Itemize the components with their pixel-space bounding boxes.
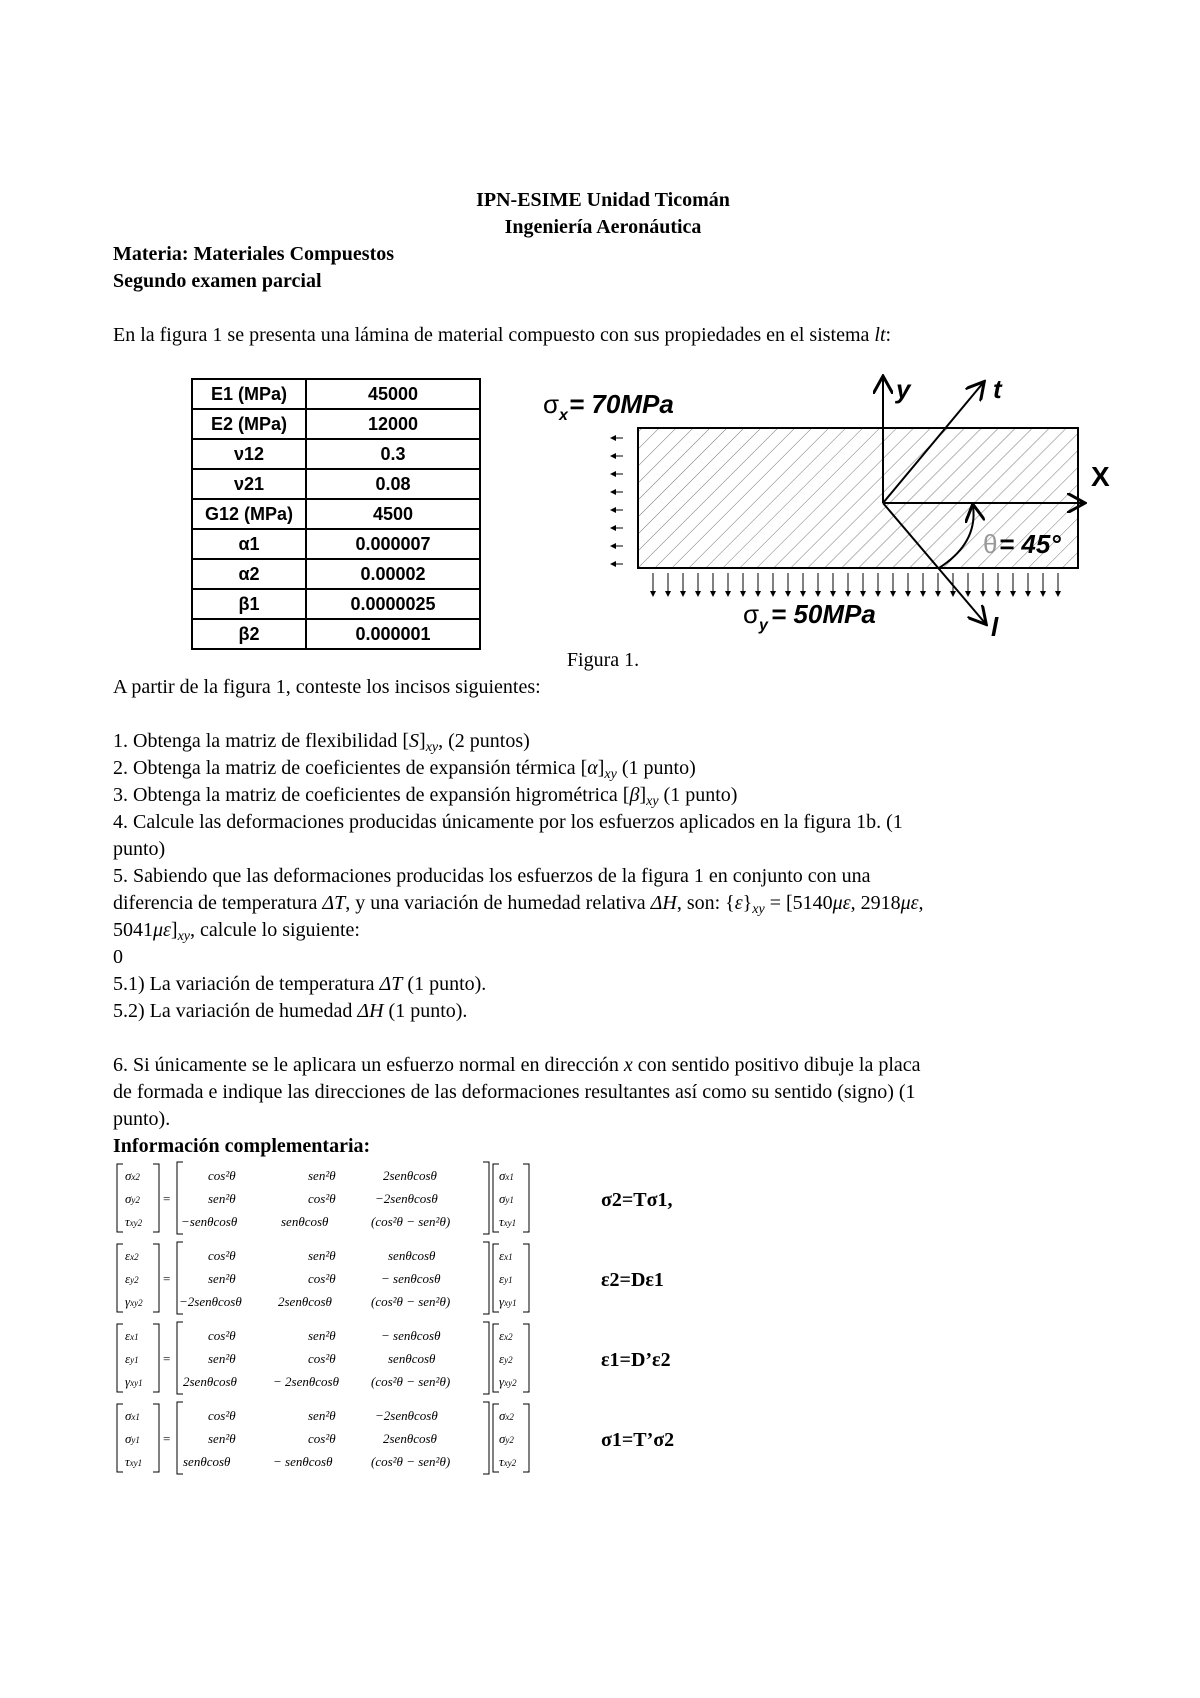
- svg-text:=: =: [163, 1351, 171, 1366]
- q5-text-g: , calcule lo siguiente:: [190, 919, 360, 941]
- svg-text:γxy1: γxy1: [499, 1294, 517, 1309]
- svg-text:σy1: σy1: [499, 1191, 514, 1206]
- svg-text:εx2: εx2: [125, 1248, 139, 1263]
- property-name: ν12: [192, 439, 306, 469]
- svg-text:senθcosθ: senθcosθ: [281, 1214, 329, 1229]
- q5-text-f: 5041: [113, 919, 153, 941]
- matrix-stress-t: [117, 1162, 529, 1234]
- question-6-line-1: 6. Si únicamente se le aplicara un esfuerzo normal en dirección x con sentido positivo dibuje la placa: [113, 1054, 921, 1076]
- property-value: 45000: [306, 379, 480, 409]
- svg-text:=: =: [163, 1191, 171, 1206]
- svg-text:(cos²θ − sen²θ): (cos²θ − sen²θ): [371, 1374, 451, 1389]
- property-value: 0.000001: [306, 619, 480, 649]
- properties-row: [192, 409, 480, 439]
- svg-text:σy1: σy1: [125, 1431, 140, 1446]
- svg-text:senθcosθ: senθcosθ: [388, 1248, 436, 1263]
- q6-text-b: con sentido positivo dibuje la placa: [632, 1054, 921, 1076]
- property-name: G12 (MPa): [192, 499, 306, 529]
- svg-text:sen²θ: sen²θ: [308, 1248, 336, 1263]
- q5-text-c: , son: {: [676, 892, 735, 914]
- property-value: 12000: [306, 409, 480, 439]
- svg-text:(cos²θ − sen²θ): (cos²θ − sen²θ): [371, 1294, 451, 1309]
- svg-text:σy2: σy2: [499, 1431, 514, 1446]
- svg-text:σx2: σx2: [499, 1408, 514, 1423]
- svg-text:σx1: σx1: [125, 1408, 140, 1423]
- svg-text:cos²θ: cos²θ: [208, 1408, 236, 1423]
- q1-text: 1. Obtenga la matriz de flexibilidad [: [113, 730, 410, 752]
- svg-text:cos²θ: cos²θ: [208, 1168, 236, 1183]
- question-5-2: 5.2) La variación de humedad ΔH (1 punto).: [113, 1000, 468, 1022]
- property-name: E1 (MPa): [192, 379, 306, 409]
- svg-text:γxy1: γxy1: [125, 1374, 143, 1389]
- svg-text:σx1: σx1: [499, 1168, 514, 1183]
- relation-stress-t: σ2=Tσ1,: [601, 1189, 673, 1211]
- svg-text:εx2: εx2: [499, 1328, 513, 1343]
- svg-text:(cos²θ − sen²θ): (cos²θ − sen²θ): [371, 1454, 451, 1469]
- q3-points: (1 punto): [658, 784, 738, 806]
- figure-caption: Figura 1.: [566, 649, 640, 671]
- q3-text: 3. Obtenga la matriz de coeficientes de expansión higrométrica [: [113, 784, 630, 806]
- svg-text:senθcosθ: senθcosθ: [183, 1454, 231, 1469]
- svg-text:−senθcosθ: −senθcosθ: [181, 1214, 238, 1229]
- svg-text:τxy2: τxy2: [499, 1454, 517, 1469]
- sigma-x-load-arrows: [611, 438, 623, 564]
- program-title: Ingeniería Aeronáutica: [504, 216, 702, 238]
- relation-strain-d-inverse: ε1=D’ε2: [601, 1349, 671, 1371]
- intro-text: En la figura 1 se presenta una lámina de material compuesto con sus propiedades en el sistema: [113, 324, 875, 346]
- transformation-matrices: [113, 1160, 533, 1480]
- property-value: 4500: [306, 499, 480, 529]
- svg-text:εy1: εy1: [125, 1351, 139, 1366]
- property-name: α2: [192, 559, 306, 589]
- properties-row: [192, 379, 480, 409]
- q51-points: (1 punto).: [402, 973, 487, 995]
- exam-title: Segundo examen parcial: [113, 270, 322, 292]
- intro-end: :: [885, 324, 892, 346]
- relation-stress-t-inverse: σ1=T’σ2: [601, 1429, 675, 1451]
- axis-x-label: X: [1091, 461, 1110, 492]
- properties-table: [191, 378, 481, 650]
- property-value: 0.08: [306, 469, 480, 499]
- q52-points: (1 punto).: [383, 1000, 468, 1022]
- svg-text:εy1: εy1: [499, 1271, 513, 1286]
- property-value: 0.00002: [306, 559, 480, 589]
- matrix-strain-d-inverse: [117, 1322, 529, 1394]
- properties-row: [192, 499, 480, 529]
- q51-text: 5.1) La variación de temperatura: [113, 973, 380, 995]
- properties-row: [192, 559, 480, 589]
- svg-text:σx2: σx2: [125, 1168, 140, 1183]
- question-1: 1. Obtenga la matriz de flexibilidad $[S]_{xy}$, (2 puntos): [113, 730, 530, 755]
- svg-text:− senθcosθ: − senθcosθ: [381, 1271, 441, 1286]
- svg-text:− 2senθcosθ: − 2senθcosθ: [273, 1374, 339, 1389]
- svg-text:=: =: [163, 1431, 171, 1446]
- properties-row: [192, 619, 480, 649]
- question-6-line-3: punto).: [113, 1108, 171, 1130]
- svg-text:− senθcosθ: − senθcosθ: [273, 1454, 333, 1469]
- matrix-stress-t-inverse: [117, 1402, 529, 1474]
- svg-text:− senθcosθ: − senθcosθ: [381, 1328, 441, 1343]
- svg-text:=: =: [163, 1271, 171, 1286]
- q5-text-b: , y una variación de humedad relativa: [345, 892, 651, 914]
- axis-l-label: l: [991, 612, 999, 642]
- svg-text:cos²θ: cos²θ: [308, 1271, 336, 1286]
- properties-row: [192, 589, 480, 619]
- svg-text:σy2: σy2: [125, 1191, 140, 1206]
- axis-y-label: y: [896, 374, 911, 404]
- property-name: ν21: [192, 469, 306, 499]
- svg-text:τxy1: τxy1: [125, 1454, 143, 1469]
- svg-text:sen²θ: sen²θ: [208, 1271, 236, 1286]
- intro-paragraph: [113, 321, 1113, 349]
- question-4-line-1: 4. Calcule las deformaciones producidas únicamente por los esfuerzos aplicados en la figura 1b. (1: [113, 811, 903, 833]
- sigma-y-load-arrows: [653, 573, 1058, 596]
- svg-text:2senθcosθ: 2senθcosθ: [383, 1431, 437, 1446]
- question-5-line-2: diferencia de temperatura ΔT, y una variación de humedad relativa ΔH, son: $\{\varepsilon\}_{xy} = [5140\mu\varepsilon$, 2918με,: [113, 892, 924, 917]
- svg-text:2senθcosθ: 2senθcosθ: [383, 1168, 437, 1183]
- axis-t-label: t: [993, 374, 1002, 404]
- q5-text-a: diferencia de temperatura: [113, 892, 323, 914]
- svg-text:τxy1: τxy1: [499, 1214, 517, 1229]
- svg-text:sen²θ: sen²θ: [208, 1431, 236, 1446]
- institution-title: IPN-ESIME Unidad Ticomán: [476, 189, 730, 211]
- svg-text:sen²θ: sen²θ: [308, 1168, 336, 1183]
- properties-row: [192, 439, 480, 469]
- property-name: β1: [192, 589, 306, 619]
- svg-text:−2senθcosθ: −2senθcosθ: [375, 1408, 438, 1423]
- svg-text:εx1: εx1: [499, 1248, 513, 1263]
- q5-text-d: = [5140: [764, 892, 833, 914]
- instruction-line: A partir de la figura 1, conteste los incisos siguientes:: [113, 676, 541, 698]
- question-2: 2. Obtenga la matriz de coeficientes de expansión térmica $[\alpha]_{xy}$ (1 punto): [113, 757, 696, 782]
- svg-text:senθcosθ: senθcosθ: [388, 1351, 436, 1366]
- svg-text:γxy2: γxy2: [125, 1294, 143, 1309]
- q6-text-a: 6. Si únicamente se le aplicara un esfuerzo normal en dirección: [113, 1054, 624, 1076]
- theta-symbol: θ: [983, 529, 998, 559]
- question-4-line-2: punto): [113, 838, 166, 860]
- svg-text:sen²θ: sen²θ: [308, 1408, 336, 1423]
- question-6-line-2: de formada e indique las direcciones de las deformaciones resultantes así como su sentido (signo) (1: [113, 1081, 916, 1103]
- question-5-1: 5.1) La variación de temperatura ΔT (1 punto).: [113, 973, 487, 995]
- svg-text:εy2: εy2: [125, 1271, 139, 1286]
- q1-points: , (2 puntos): [438, 730, 530, 752]
- relation-strain-d: ε2=Dε1: [601, 1269, 664, 1291]
- question-5-line-1: 5. Sabiendo que las deformaciones producidas los esfuerzos de la figura 1 en conjunto con una: [113, 865, 871, 887]
- q52-text: 5.2) La variación de humedad: [113, 1000, 358, 1022]
- svg-text:γxy2: γxy2: [499, 1374, 517, 1389]
- sigma-y-subscript: y: [759, 617, 768, 634]
- property-name: E2 (MPa): [192, 409, 306, 439]
- sigma-y-label: = 50MPa: [771, 599, 876, 629]
- svg-text:cos²θ: cos²θ: [208, 1328, 236, 1343]
- angle-label: = 45°: [999, 529, 1061, 559]
- sigma-y-symbol: σ: [743, 599, 760, 629]
- figure-1: [543, 368, 1110, 642]
- property-value: 0.0000025: [306, 589, 480, 619]
- intro-system: lt: [874, 324, 886, 346]
- complementary-title: Información complementaria:: [113, 1135, 371, 1157]
- svg-text:2senθcosθ: 2senθcosθ: [183, 1374, 237, 1389]
- svg-text:2senθcosθ: 2senθcosθ: [278, 1294, 332, 1309]
- properties-row: [192, 529, 480, 559]
- svg-text:−2senθcosθ: −2senθcosθ: [179, 1294, 242, 1309]
- svg-text:(cos²θ − sen²θ): (cos²θ − sen²θ): [371, 1214, 451, 1229]
- svg-text:cos²θ: cos²θ: [208, 1248, 236, 1263]
- matrix-strain-d: [117, 1242, 529, 1314]
- svg-text:εx1: εx1: [125, 1328, 139, 1343]
- svg-text:sen²θ: sen²θ: [208, 1191, 236, 1206]
- property-name: α1: [192, 529, 306, 559]
- q5-text-e: , 2918: [850, 892, 901, 914]
- svg-text:−2senθcosθ: −2senθcosθ: [375, 1191, 438, 1206]
- svg-text:sen²θ: sen²θ: [308, 1328, 336, 1343]
- q2-text: 2. Obtenga la matriz de coeficientes de expansión térmica [: [113, 757, 588, 779]
- property-value: 0.000007: [306, 529, 480, 559]
- property-value: 0.3: [306, 439, 480, 469]
- sigma-x-label: = 70MPa: [569, 389, 674, 419]
- question-5-line-3: $5041\mu\varepsilon]_{xy}$, calcule lo siguiente:: [113, 919, 360, 944]
- question-5-zero: 0: [113, 946, 123, 968]
- svg-text:cos²θ: cos²θ: [308, 1351, 336, 1366]
- svg-text:εy2: εy2: [499, 1351, 513, 1366]
- svg-text:cos²θ: cos²θ: [308, 1191, 336, 1206]
- sigma-x-symbol: σ: [543, 389, 560, 419]
- svg-text:cos²θ: cos²θ: [308, 1431, 336, 1446]
- svg-text:sen²θ: sen²θ: [208, 1351, 236, 1366]
- q2-points: (1 punto): [616, 757, 696, 779]
- question-3: 3. Obtenga la matriz de coeficientes de expansión higrométrica $[\beta]_{xy}$ (1 punto): [113, 784, 738, 809]
- subject-line: Materia: Materiales Compuestos: [113, 243, 395, 265]
- svg-text:τxy2: τxy2: [125, 1214, 143, 1229]
- property-name: β2: [192, 619, 306, 649]
- sigma-x-subscript: x: [559, 407, 568, 424]
- properties-row: [192, 469, 480, 499]
